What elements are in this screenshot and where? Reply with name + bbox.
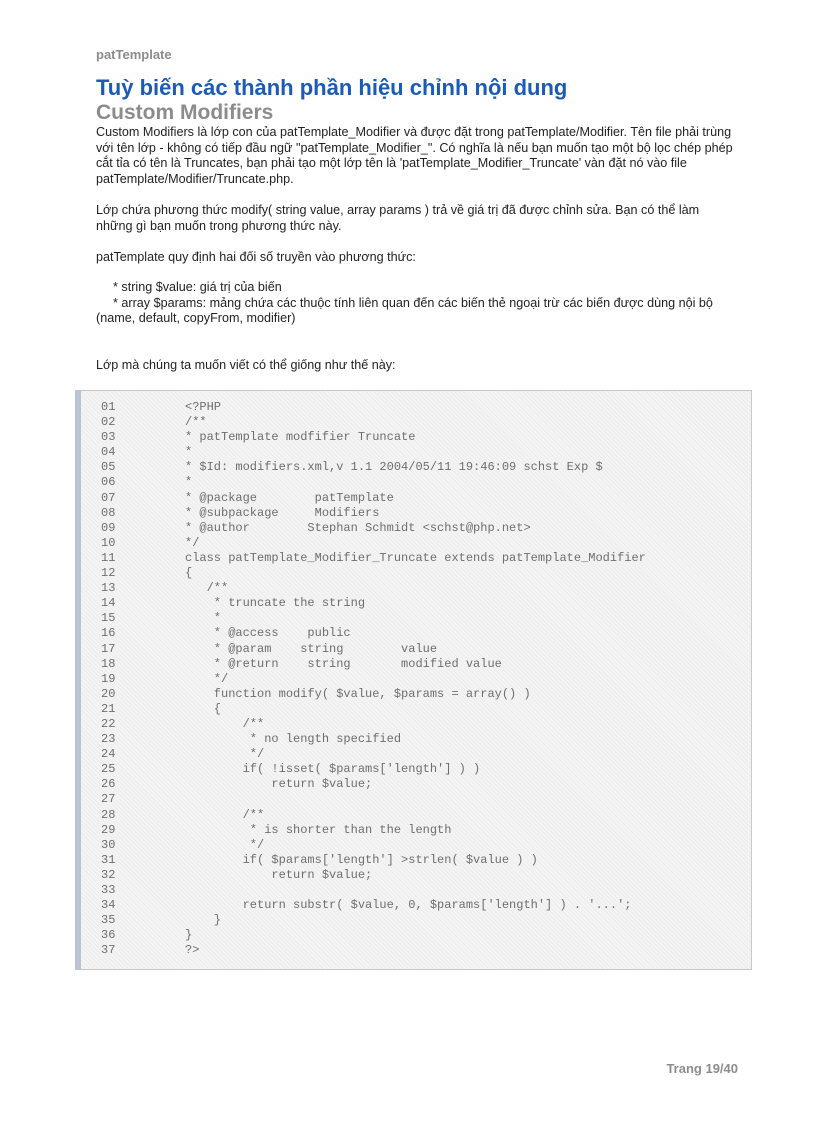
line-number: 01: [101, 400, 116, 414]
code-text: * @subpackage Modifiers: [185, 505, 380, 520]
code-line: [101, 672, 646, 687]
code-lines: [101, 400, 646, 958]
code-line: [101, 400, 646, 415]
line-number: 16: [101, 626, 116, 641]
line-number: 04: [101, 445, 116, 460]
line-number: 08: [101, 505, 116, 520]
code-line: [101, 521, 646, 536]
line-number: 09: [101, 520, 116, 535]
code-text: * $Id: modifiers.xml,v 1.1 2004/05/11 19:46:09 schst Exp $: [185, 460, 603, 475]
line-number: 02: [101, 415, 116, 430]
line-number: 19: [101, 671, 116, 686]
code-line: [101, 823, 646, 838]
class-intro-paragraph: [96, 358, 736, 374]
page-title: Tuỳ biến các thành phần hiệu chỉnh nội dung: [96, 75, 568, 100]
line-number: 14: [101, 596, 116, 611]
code-text: *: [185, 445, 193, 460]
code-line: [101, 536, 646, 551]
code-text: /**: [185, 415, 207, 430]
code-text: class patTemplate_Modifier_Truncate extends patTemplate_Modifier: [185, 550, 646, 565]
code-line: [101, 777, 646, 792]
code-line: [101, 747, 646, 762]
line-number: 30: [101, 837, 116, 852]
code-text: * no length specified: [185, 732, 402, 747]
code-text: * @author Stephan Schmidt <schst@php.net>: [185, 520, 531, 535]
code-line: [101, 898, 646, 913]
line-number: 36: [101, 928, 116, 943]
line-number: 21: [101, 701, 116, 716]
line-number: 22: [101, 716, 116, 731]
line-number: 35: [101, 913, 116, 928]
code-line: [101, 868, 646, 883]
code-text: ?>: [185, 943, 200, 958]
line-number: 27: [101, 792, 116, 807]
code-text: * @package patTemplate: [185, 490, 394, 505]
code-line: [101, 642, 646, 657]
intro-text: Custom Modifiers là lớp con của patTemplate_Modifier và được đặt trong patTemplate/Modifier. Tên file phải trùng với tên lớp - không có tiếp đầu ngữ "patTemplate_Modifier_". Có nghĩa là nếu bạn muốn tạo một bộ lọc chép phép cắt tỉa có tên là Truncates, bạn phải tạo một lớp tên là 'patTemplate_Modifier_Truncate' vàn đặt nó vào file patTemplate/Modifier/Truncate.php.: [96, 125, 733, 186]
code-text: }: [185, 928, 193, 943]
code-line: [101, 551, 646, 566]
header-label: patTemplate: [96, 47, 172, 62]
code-line: [101, 853, 646, 868]
line-number: 20: [101, 686, 116, 701]
code-text: /**: [185, 581, 229, 596]
code-line: [101, 792, 646, 807]
code-line: [101, 732, 646, 747]
line-number: 17: [101, 641, 116, 656]
code-text: return $value;: [185, 867, 373, 882]
code-line: [101, 943, 646, 958]
code-line: [101, 883, 646, 898]
code-line: [101, 475, 646, 490]
line-number: 18: [101, 656, 116, 671]
line-number: 37: [101, 943, 116, 958]
code-line: [101, 657, 646, 672]
code-text: * patTemplate modfifier Truncate: [185, 430, 416, 445]
code-text: }: [185, 913, 222, 928]
code-line: [101, 415, 646, 430]
code-text: return $value;: [185, 777, 373, 792]
line-number: 26: [101, 777, 116, 792]
bullet-list: [96, 280, 736, 327]
code-text: *: [185, 611, 222, 626]
code-line: [101, 445, 646, 460]
intro-paragraph: [96, 125, 736, 187]
line-number: 24: [101, 747, 116, 762]
code-line: [101, 717, 646, 732]
line-number: 06: [101, 475, 116, 490]
code-text: * @access public: [185, 626, 351, 641]
code-line: [101, 566, 646, 581]
line-number: 13: [101, 581, 116, 596]
code-text: * is shorter than the length: [185, 822, 452, 837]
line-number: 33: [101, 883, 116, 897]
code-line: [101, 913, 646, 928]
line-number: 31: [101, 852, 116, 867]
code-line: [101, 506, 646, 521]
code-line: [101, 611, 646, 626]
bullet-item-text: * array $params: mảng chứa các thuộc tính liên quan đến các biến thẻ ngoại trừ các biến được dùng nội bộ (name, default, copyFrom, modifier): [96, 295, 713, 325]
code-text: * @return string modified value: [185, 656, 502, 671]
line-number: 32: [101, 867, 116, 882]
line-number: 07: [101, 490, 116, 505]
code-line: [101, 430, 646, 445]
code-text: if( !isset( $params['length'] ) ): [185, 762, 481, 777]
line-number: 28: [101, 807, 116, 822]
bullet-item: * string $value: giá trị của biến: [113, 280, 282, 294]
code-text: * truncate the string: [185, 596, 366, 611]
line-number: 15: [101, 611, 116, 626]
code-line: [101, 928, 646, 943]
code-line: [101, 460, 646, 475]
code-block: [75, 390, 752, 970]
code-text: function modify( $value, $params = array() ): [185, 686, 531, 701]
code-line: [101, 808, 646, 823]
code-line: [101, 838, 646, 853]
code-text: /**: [185, 807, 265, 822]
code-text: return substr( $value, 0, $params['length'] ) . '...';: [185, 898, 632, 913]
code-text: */: [185, 837, 265, 852]
code-line: [101, 702, 646, 717]
code-line: [101, 596, 646, 611]
line-number: 05: [101, 460, 116, 475]
line-number: 12: [101, 566, 116, 581]
code-text: */: [185, 747, 265, 762]
code-text: {: [185, 701, 222, 716]
args-intro-text: patTemplate quy định hai đối số truyền vào phương thức:: [96, 250, 416, 264]
class-intro-text: Lớp mà chúng ta muốn viết có thể giống như thế này:: [96, 358, 396, 372]
code-text: <?PHP: [185, 400, 222, 414]
method-paragraph: [96, 203, 736, 234]
code-text: */: [185, 535, 200, 550]
page-number: Trang 19/40: [666, 1061, 738, 1076]
code-text: if( $params['length'] >strlen( $value ) ): [185, 852, 538, 867]
line-number: 23: [101, 732, 116, 747]
code-line: [101, 626, 646, 641]
code-text: *: [185, 475, 193, 490]
args-intro-paragraph: [96, 250, 736, 266]
code-text: {: [185, 566, 193, 581]
line-number: 25: [101, 762, 116, 777]
code-text: /**: [185, 716, 265, 731]
code-text: */: [185, 671, 229, 686]
line-number: 34: [101, 898, 116, 913]
line-number: 29: [101, 822, 116, 837]
code-line: [101, 581, 646, 596]
bullet-item: [96, 296, 736, 327]
line-number: 10: [101, 535, 116, 550]
line-number: 11: [101, 550, 116, 565]
code-line: [101, 491, 646, 506]
method-text: Lớp chứa phương thức modify( string value, array params ) trả về giá trị đã được chỉnh sửa. Bạn có thể làm những gì bạn muốn trong phương thức này.: [96, 203, 700, 233]
code-text: * @param string value: [185, 641, 438, 656]
code-line: [101, 687, 646, 702]
page-subtitle: Custom Modifiers: [96, 101, 274, 124]
code-line: [101, 762, 646, 777]
line-number: 03: [101, 430, 116, 445]
